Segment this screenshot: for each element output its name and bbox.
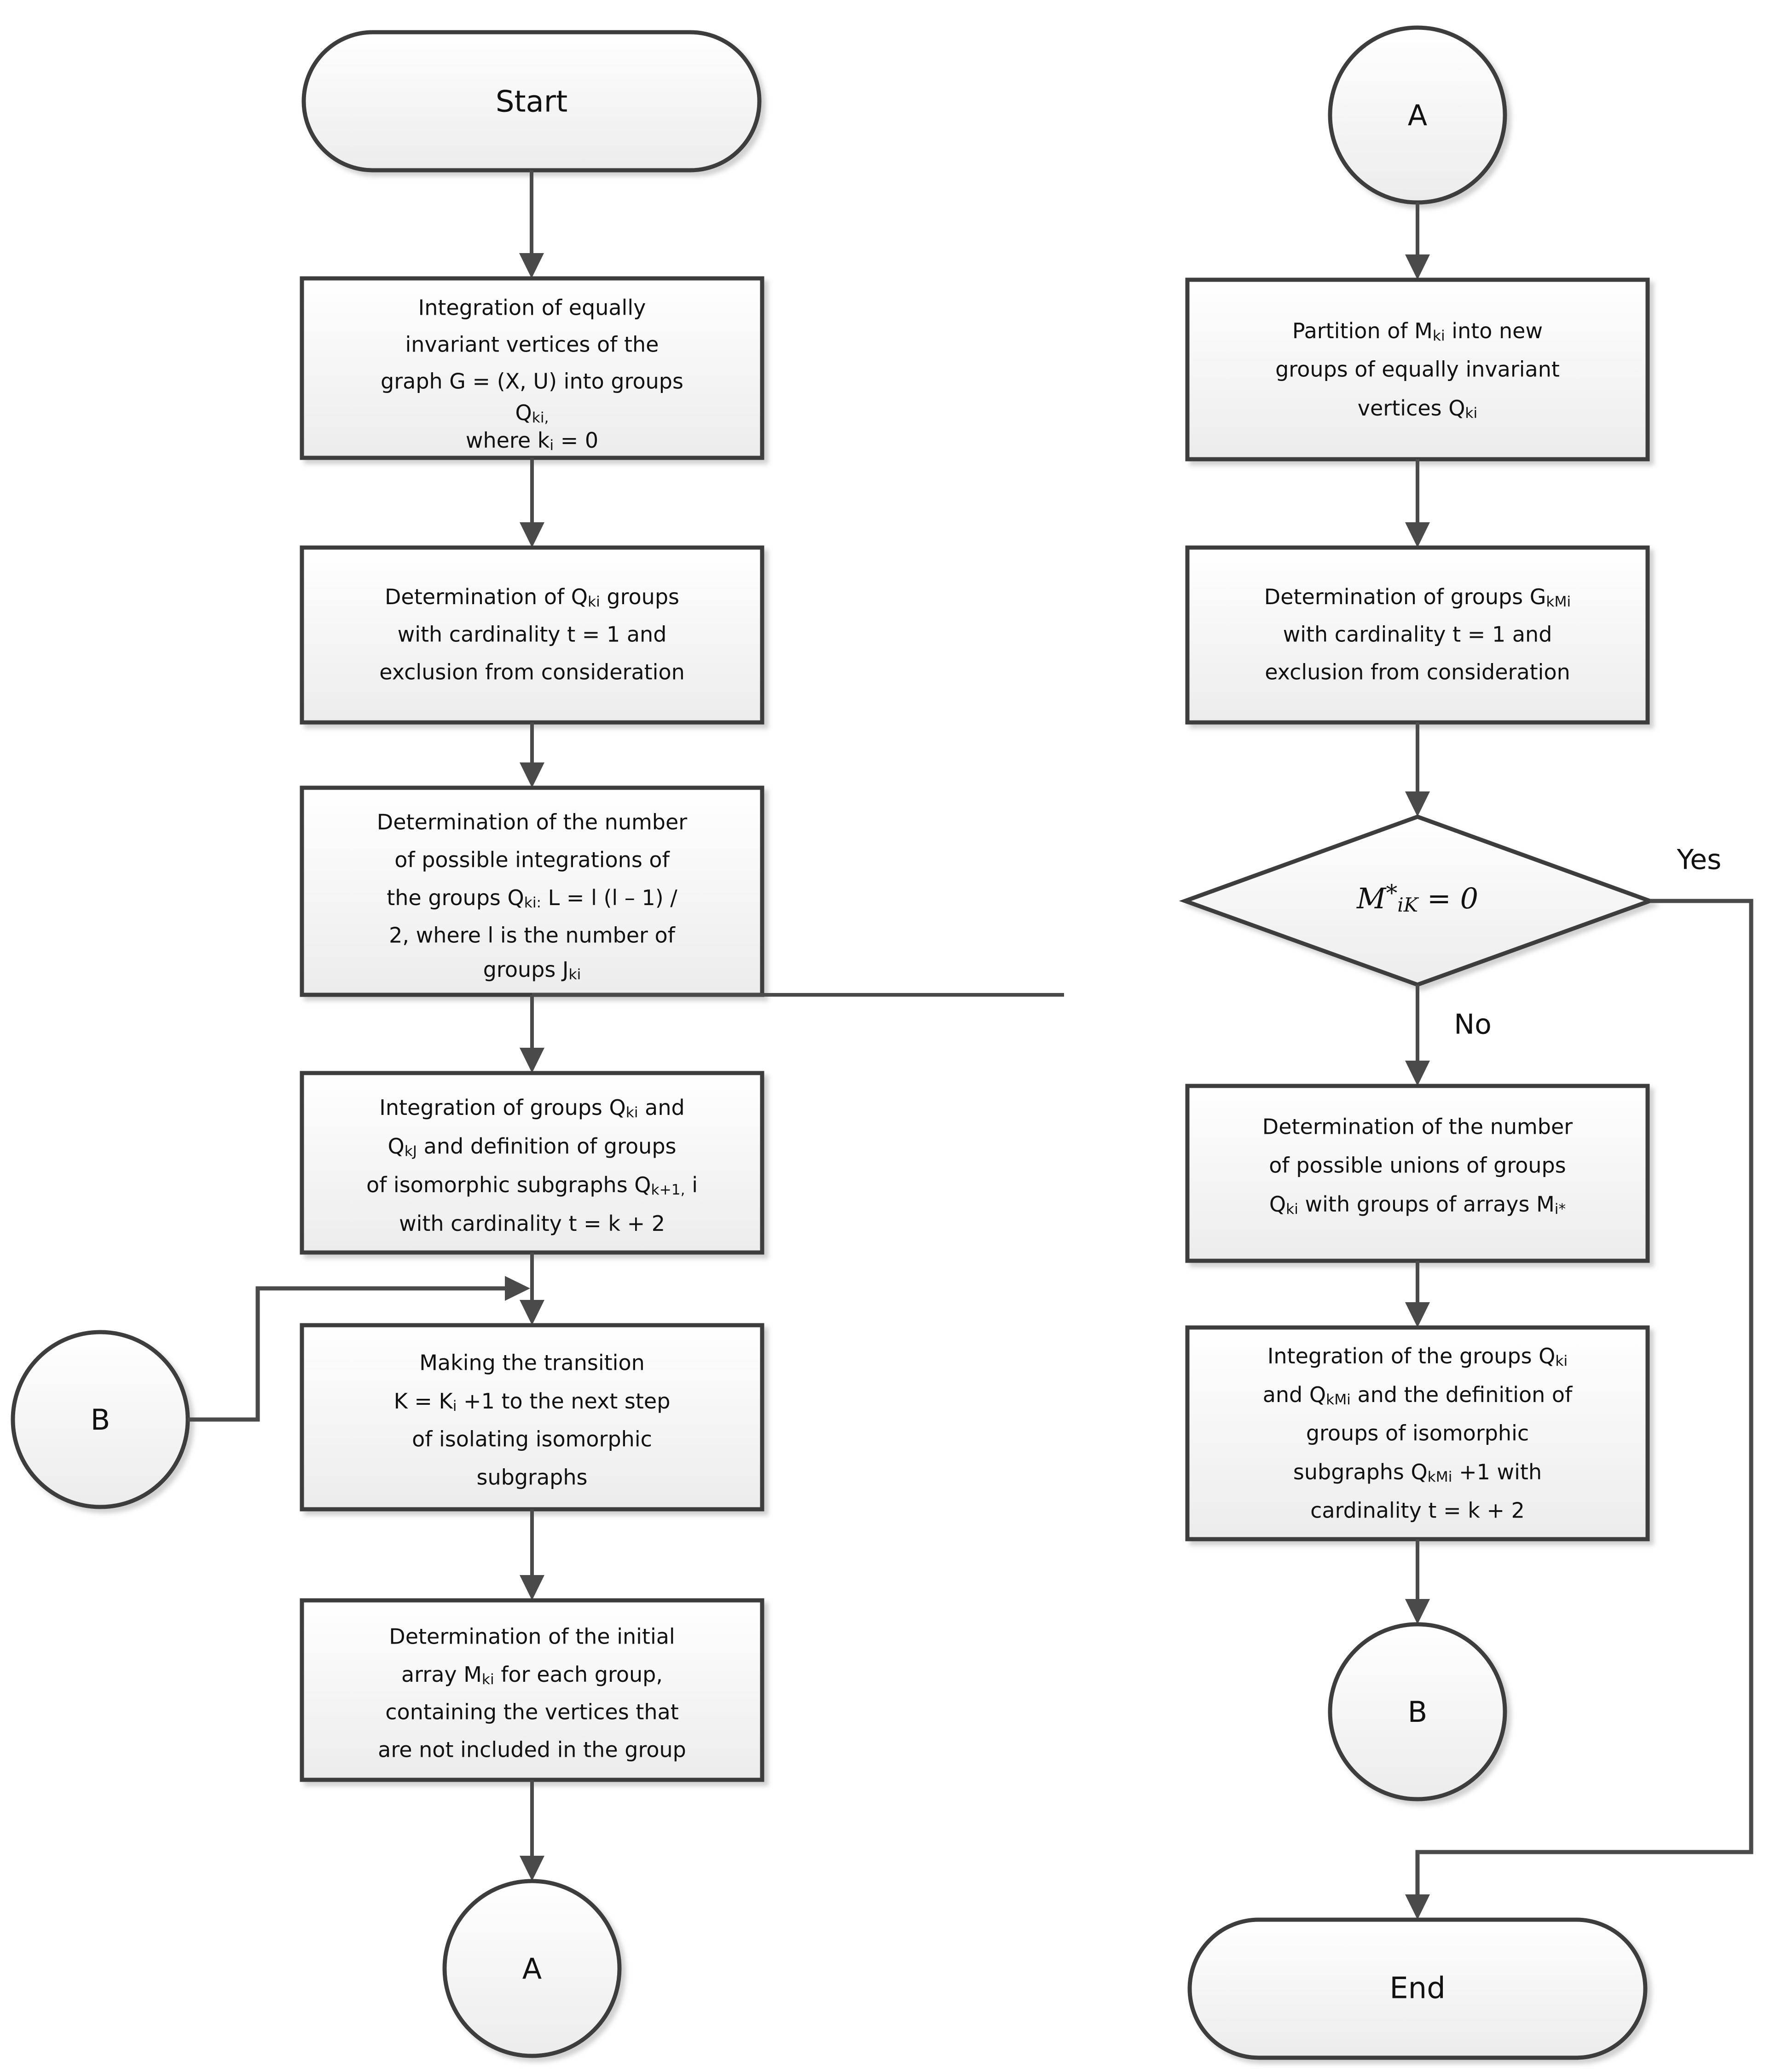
connector-a-in-label: A: [1407, 98, 1428, 133]
node-left-step3[interactable]: [302, 788, 762, 995]
left-step4-line1: Integration of groups Qki and: [379, 1095, 685, 1121]
left-step2-line1: Determination of Qki groups: [385, 584, 679, 610]
connector-b-in-label: B: [90, 1403, 110, 1437]
left-step2-line2: with cardinality t = 1 and: [397, 622, 667, 647]
node-left-step6[interactable]: [302, 1600, 762, 1780]
node-left-step5[interactable]: [302, 1325, 762, 1509]
left-step4-line3: of isomorphic subgraphs Qk+1, i: [366, 1172, 698, 1198]
node-connector-b-out[interactable]: [1330, 1624, 1505, 1799]
node-left-step2[interactable]: [302, 548, 762, 722]
right-step3-line2: of possible unions of groups: [1269, 1153, 1566, 1178]
left-step1-line4: Qki,: [515, 400, 549, 426]
right-step1-line2: groups of equally invariant: [1275, 357, 1560, 382]
edge-left-step5-to-step6: [520, 1509, 544, 1600]
left-step6-line2: array Mki for each group,: [401, 1662, 663, 1688]
decision-tail: = 0: [1418, 882, 1479, 916]
node-right-step3[interactable]: [1187, 1086, 1648, 1261]
left-step4-line4: with cardinality t = k + 2: [399, 1211, 665, 1236]
decision-subscript: iK: [1397, 893, 1418, 916]
node-left-step4[interactable]: [302, 1073, 762, 1252]
left-step6-line3: containing the vertices that: [385, 1699, 679, 1725]
edge-a-to-right-step1: [1405, 202, 1430, 280]
right-step1-line1: Partition of Mki into new: [1292, 318, 1543, 344]
edge-right-step2-to-decision: [1405, 722, 1430, 817]
node-start[interactable]: [304, 32, 759, 170]
edge-right-step3-to-step4: [1405, 1261, 1430, 1327]
right-step2-line1: Determination of groups GkMi: [1264, 584, 1571, 610]
right-step2-line3: exclusion from consideration: [1265, 659, 1570, 685]
right-step3-line1: Determination of the number: [1262, 1114, 1573, 1139]
node-start-label: Start: [495, 85, 568, 119]
left-step5-line2: K = Ki +1 to the next step: [393, 1388, 671, 1414]
left-step2-line3: exclusion from consideration: [379, 659, 685, 685]
left-step5-line3: of isolating isomorphic: [412, 1426, 652, 1452]
decision-star: *: [1386, 880, 1398, 906]
right-step3-line3: Qki with groups of arrays Mi*: [1269, 1191, 1566, 1218]
node-connector-a-in[interactable]: [1330, 28, 1505, 202]
node-right-step4[interactable]: [1187, 1327, 1648, 1539]
node-connector-a-out[interactable]: [445, 1881, 619, 2056]
left-step1-line2: invariant vertices of the: [405, 332, 659, 357]
right-step4-line3: groups of isomorphic: [1306, 1420, 1529, 1446]
left-step3-line4: 2, where l is the number of: [389, 923, 675, 948]
left-step3-line2: of possible integrations of: [394, 847, 670, 872]
connector-b-out-label: B: [1407, 1695, 1428, 1729]
left-step6-line1: Determination of the initial: [389, 1624, 675, 1649]
right-step1-line3: vertices Qki: [1357, 395, 1478, 421]
edge-left-step1-to-step2: [520, 458, 544, 548]
node-decision[interactable]: [1185, 817, 1650, 985]
node-right-step1[interactable]: [1187, 280, 1648, 459]
right-step4-line4: subgraphs QkMi +1 with: [1293, 1459, 1542, 1485]
node-right-step2[interactable]: [1187, 548, 1648, 722]
left-step1-line1: Integration of equally: [418, 295, 646, 320]
edge-left-step2-to-step3: [520, 722, 544, 788]
right-step4-line5: cardinality t = k + 2: [1310, 1498, 1525, 1523]
edge-right-step4-to-b: [1405, 1539, 1430, 1624]
edge-start-to-step1: [519, 170, 544, 278]
left-step3-line1: Determination of the number: [376, 809, 688, 835]
left-step5-line4: subgraphs: [476, 1465, 588, 1490]
node-left-step1[interactable]: [302, 278, 762, 458]
left-step4-line2: QkJ and definition of groups: [388, 1133, 677, 1160]
decision-no-label: No: [1454, 1008, 1492, 1041]
edge-left-step6-to-a: [520, 1780, 544, 1881]
left-step6-line4: are not included in the group: [378, 1737, 686, 1762]
left-step3-line3: the groups Qki: L = l (l – 1) /: [387, 885, 677, 911]
node-end[interactable]: [1190, 1920, 1645, 2058]
edge-left-step3-to-step4: [520, 995, 1064, 1073]
edge-decision-no-to-step3: [1405, 985, 1430, 1086]
right-step4-line1: Integration of the groups Qki: [1267, 1343, 1568, 1369]
decision-base: M: [1356, 882, 1386, 916]
node-end-label: End: [1389, 1971, 1446, 2006]
decision-yes-label: Yes: [1677, 843, 1722, 876]
node-connector-b-in[interactable]: [13, 1332, 188, 1507]
left-step3-line5: groups Jki: [483, 957, 581, 983]
left-step1-line3: graph G = (X, U) into groups: [381, 369, 683, 394]
right-step2-line2: with cardinality t = 1 and: [1283, 622, 1552, 647]
edge-right-step1-to-step2: [1405, 459, 1430, 548]
connector-a-out-label: A: [522, 1952, 542, 1986]
left-step1-line5: where ki = 0: [465, 427, 599, 454]
right-step4-line2: and QkMi and the definition of: [1262, 1382, 1573, 1408]
left-step5-line1: Making the transition: [419, 1350, 645, 1375]
